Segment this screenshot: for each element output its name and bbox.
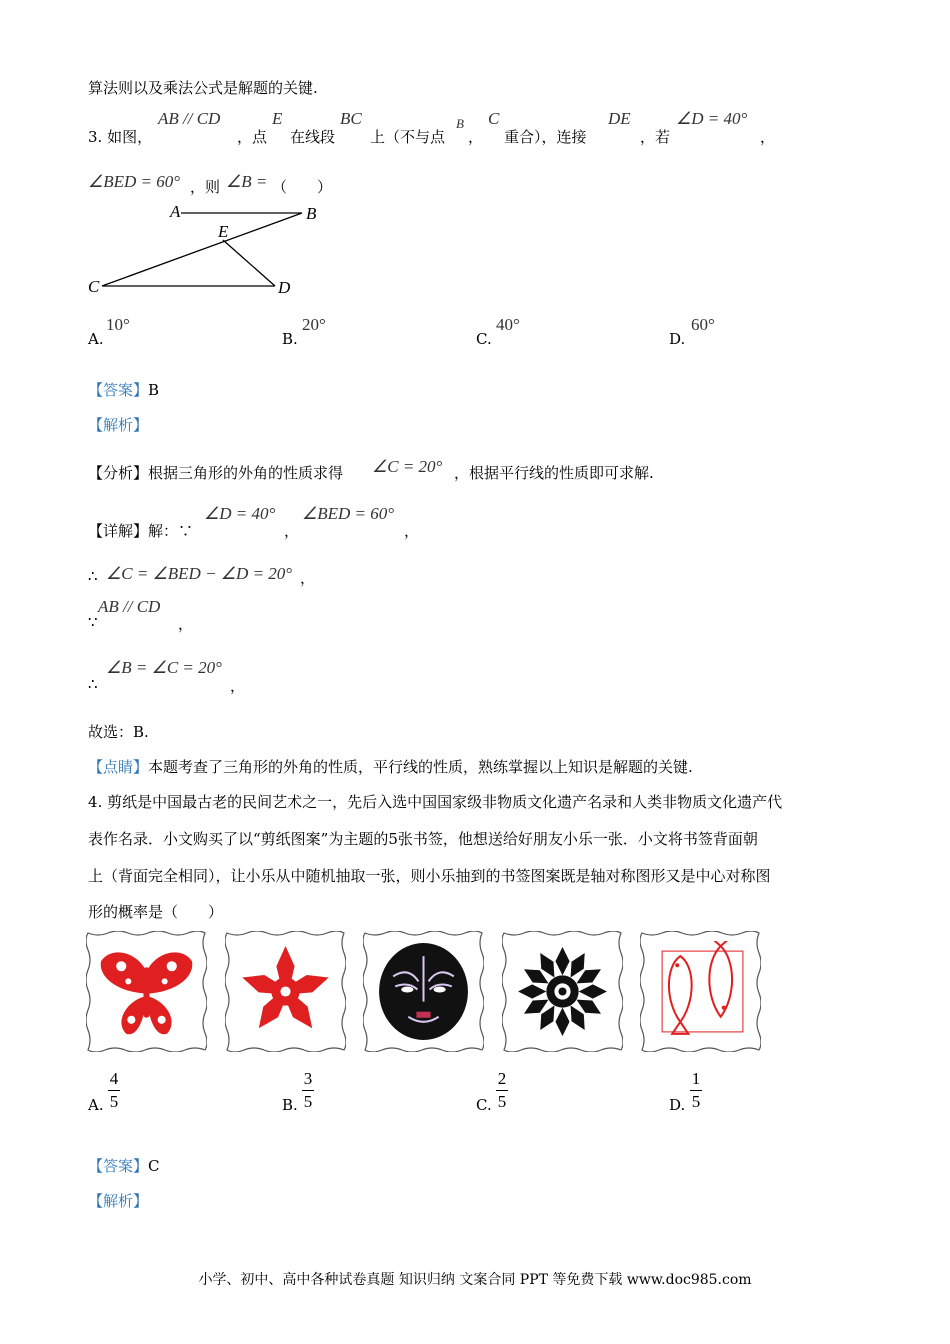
bookmark-butterfly (86, 931, 207, 1052)
detail-tag: 【详解】 (88, 522, 149, 540)
math-ab-parallel-cd: AB // CD (158, 109, 221, 128)
opera-mask-icon (373, 941, 474, 1042)
snowflake-pattern-icon (235, 941, 336, 1042)
math-b-eq: ∠B = (226, 172, 268, 191)
q4-line-4: 形的概率是（ ） (88, 903, 224, 921)
dianjing-text: 本题考查了三角形的外角的性质，平行线的性质，熟练掌握以上知识是解题的关键. (148, 758, 693, 776)
text: ，则 (190, 178, 221, 196)
q4-line-3: 上（背面完全相同），让小乐从中随机抽取一张，则小乐抽到的书签图案既是轴对称图形又是中心对称图 (88, 867, 771, 885)
numerator: 2 (497, 1069, 507, 1088)
q3-option-d-letter: D. (669, 330, 686, 348)
bookmark-snowflake (225, 931, 346, 1052)
page-footer: 小学、初中、高中各种试卷真题 知识归纳 文案合同 PPT 等免费下载 www.doc985.com (198, 1272, 752, 1288)
figure-label-b: B (306, 204, 317, 223)
q4-option-c-fraction (496, 1069, 508, 1112)
numerator: 1 (691, 1069, 701, 1088)
math-step-2: AB // CD (98, 597, 161, 616)
q3-number: 3. 如图， (88, 128, 153, 146)
figure-label-a: A (170, 202, 181, 221)
q4-line-1: 4. 剪纸是中国最古老的民间艺术之一，先后入选中国国家级非物质文化遗产名录和人类非物质文化遗产代 (88, 793, 783, 811)
text-line: 算法则以及乘法公式是解题的关键. (88, 79, 318, 97)
therefore-symbol: ∴ (88, 675, 98, 693)
math-step-3: ∠B = ∠C = 20° (106, 658, 222, 677)
text: 重合），连接 (504, 128, 587, 146)
dianjing-tag: 【点睛】 (88, 758, 149, 776)
text: ， (230, 677, 246, 695)
text: ， (404, 522, 420, 540)
fish-icon (650, 941, 751, 1042)
q3-answer (88, 379, 159, 400)
dianjing-line (88, 756, 693, 777)
q4-line-2: 表作名录．小文购买了以“剪纸图案”为主题的5张书签，他想送给好朋友小乐一张．小文将书签背面朝 (88, 830, 758, 848)
q4-option-c-letter: C. (476, 1096, 492, 1114)
bookmark-mandala (502, 931, 623, 1052)
text: ， (760, 128, 776, 146)
text: （ ） (272, 178, 333, 196)
q3-option-a-value: 10° (106, 315, 130, 334)
mandala-icon (512, 941, 613, 1042)
denominator: 5 (691, 1092, 701, 1111)
math-d-40: ∠D = 40° (676, 109, 748, 128)
denominator: 5 (303, 1092, 313, 1111)
math-c: C (488, 109, 500, 128)
q3-option-a-letter: A. (88, 330, 104, 348)
detail-line (88, 520, 193, 541)
text: ， (178, 615, 194, 633)
math-bed-60-detail: ∠BED = 60° (302, 504, 395, 523)
figure-label-c: C (88, 277, 100, 296)
text: 上（不与点 (370, 128, 446, 146)
text: ， (284, 522, 300, 540)
q4-option-a-letter: A. (88, 1096, 104, 1114)
detail-text: 解：∵ (148, 522, 194, 540)
q4-answer (88, 1155, 160, 1176)
analysis-tag: 【解析】 (88, 416, 149, 434)
fenxi-text-1: 根据三角形的外角的性质求得 (148, 464, 344, 482)
fenxi-text-2: ，根据平行线的性质即可求解. (454, 464, 654, 482)
text: ，点 (237, 128, 268, 146)
butterfly-icon (96, 941, 197, 1042)
answer-value: C (148, 1157, 160, 1175)
math-b: B (456, 116, 464, 131)
figure-label-d: D (278, 278, 291, 297)
q4-option-b-letter: B. (282, 1096, 298, 1114)
numerator: 3 (303, 1069, 313, 1088)
q3-option-d-value: 60° (691, 315, 715, 334)
answer-tag: 【答案】 (88, 1157, 149, 1175)
fenxi-line (88, 462, 343, 483)
bookmark-opera-mask (363, 931, 484, 1052)
bookmark-fish (640, 931, 761, 1052)
q3-option-c-value: 40° (496, 315, 520, 334)
conclusion: 故选：B. (88, 723, 149, 741)
denominator: 5 (497, 1092, 507, 1111)
q4-option-a-fraction (108, 1069, 120, 1112)
text: 在线段 (290, 128, 336, 146)
text: ， (468, 128, 484, 146)
numerator: 4 (109, 1069, 119, 1088)
answer-value: B (148, 381, 160, 399)
q4-option-b-fraction (302, 1069, 314, 1112)
text: ， (300, 569, 316, 587)
math-de: DE (608, 109, 631, 128)
text: ，若 (640, 128, 671, 146)
answer-tag: 【答案】 (88, 381, 149, 399)
q3-option-b-letter: B. (282, 330, 298, 348)
math-c-20: ∠C = 20° (372, 457, 443, 476)
math-e: E (272, 109, 283, 128)
math-d-40-detail: ∠D = 40° (204, 504, 276, 523)
denominator: 5 (109, 1092, 119, 1111)
analysis-tag: 【解析】 (88, 1192, 149, 1210)
math-step-1: ∠C = ∠BED − ∠D = 20° (106, 564, 293, 583)
fenxi-tag: 【分析】 (88, 464, 149, 482)
because-symbol: ∵ (88, 613, 98, 631)
therefore-symbol: ∴ (88, 567, 98, 585)
figure-label-e: E (218, 222, 229, 241)
q4-option-d-fraction (690, 1069, 702, 1112)
math-bed-60: ∠BED = 60° (88, 172, 181, 191)
q3-option-b-value: 20° (302, 315, 326, 334)
math-bc: BC (340, 109, 362, 128)
q4-option-d-letter: D. (669, 1096, 686, 1114)
q3-option-c-letter: C. (476, 330, 492, 348)
